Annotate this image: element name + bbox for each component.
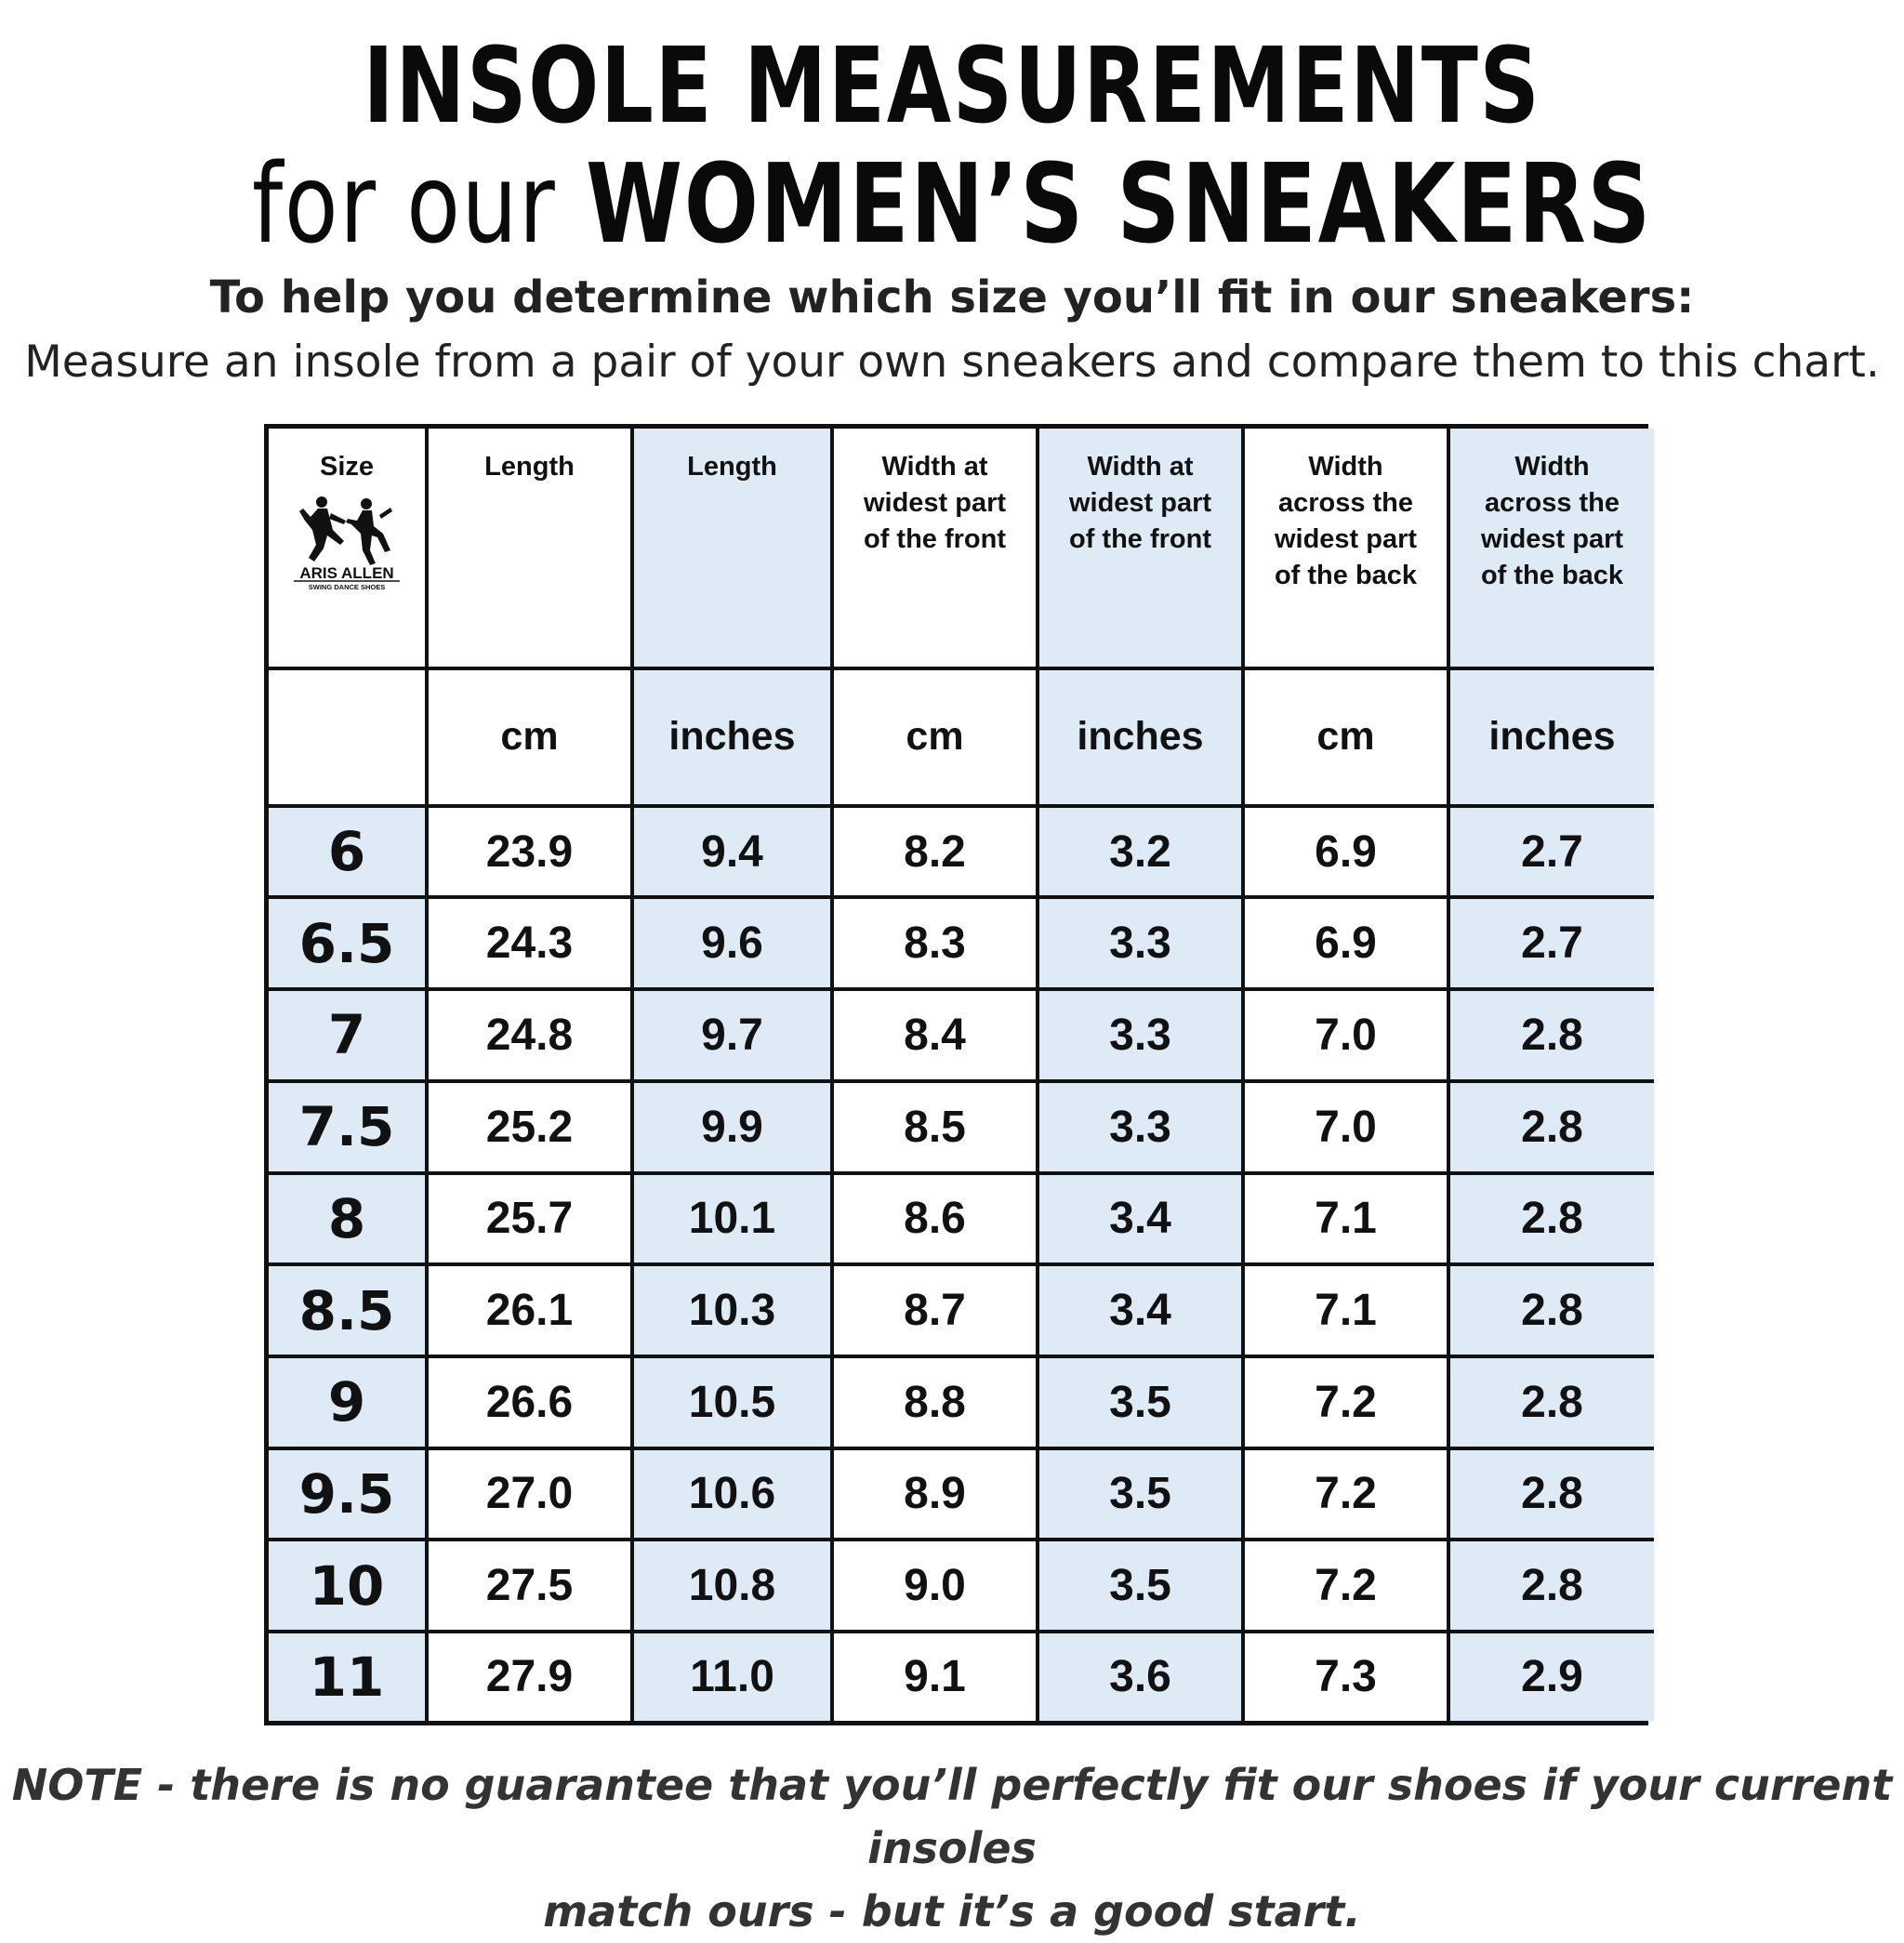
table-row bbox=[269, 1356, 1654, 1448]
cell-front-width-cm: 8.3 bbox=[832, 897, 1038, 989]
cell-length-cm: 27.5 bbox=[427, 1540, 632, 1632]
header-size-label: Size bbox=[319, 452, 375, 482]
cell-back-width-inches: 2.7 bbox=[1448, 806, 1654, 898]
page-title-line-2 bbox=[191, 139, 1713, 268]
cell-size: 11 bbox=[269, 1632, 427, 1721]
cell-back-width-cm: 7.1 bbox=[1243, 1173, 1448, 1265]
page-title-lead: for our bbox=[252, 139, 587, 268]
cell-back-width-cm: 7.2 bbox=[1243, 1448, 1448, 1540]
cell-front-width-cm: 8.2 bbox=[832, 806, 1038, 898]
cell-front-width-inches: 3.5 bbox=[1038, 1448, 1243, 1540]
cell-front-width-inches: 3.3 bbox=[1038, 989, 1243, 1081]
unit-back-width-cm: cm bbox=[1243, 668, 1448, 806]
subtitle: To help you determine which size you’ll fit in our sneakers: bbox=[209, 271, 1695, 324]
cell-front-width-cm: 8.6 bbox=[832, 1173, 1038, 1265]
cell-back-width-cm: 7.2 bbox=[1243, 1356, 1448, 1448]
cell-back-width-inches: 2.8 bbox=[1448, 1264, 1654, 1356]
cell-size: 8.5 bbox=[269, 1264, 427, 1356]
logo-tagline-text: SWING DANCE SHOES bbox=[308, 583, 386, 591]
table-row bbox=[269, 1081, 1654, 1173]
header-back-width-cm bbox=[1243, 429, 1448, 668]
table-row bbox=[269, 806, 1654, 898]
cell-front-width-cm: 9.0 bbox=[832, 1540, 1038, 1632]
cell-size: 9.5 bbox=[269, 1448, 427, 1540]
header-line: widest part bbox=[1480, 524, 1624, 554]
header-front-width-inches bbox=[1038, 429, 1243, 668]
cell-length-cm: 25.7 bbox=[427, 1173, 632, 1265]
unit-back-width-inches: inches bbox=[1448, 668, 1654, 806]
header-line: across the bbox=[1277, 488, 1414, 518]
header-line: Width bbox=[1308, 452, 1383, 482]
page-title-line-1: INSOLE MEASUREMENTS bbox=[363, 26, 1541, 147]
size-chart-table-frame bbox=[264, 424, 1648, 1725]
table-row bbox=[269, 897, 1654, 989]
cell-back-width-inches: 2.8 bbox=[1448, 1356, 1654, 1448]
cell-back-width-inches: 2.7 bbox=[1448, 897, 1654, 989]
cell-size: 8 bbox=[269, 1173, 427, 1265]
header-length-inches: Length bbox=[632, 429, 832, 668]
cell-size: 6.5 bbox=[269, 897, 427, 989]
cell-front-width-inches: 3.6 bbox=[1038, 1632, 1243, 1721]
cell-front-width-cm: 8.9 bbox=[832, 1448, 1038, 1540]
cell-front-width-inches: 3.5 bbox=[1038, 1356, 1243, 1448]
header-line: across the bbox=[1484, 488, 1620, 518]
cell-size: 10 bbox=[269, 1540, 427, 1632]
unit-front-width-cm: cm bbox=[832, 668, 1038, 806]
cell-length-inches: 10.3 bbox=[632, 1264, 832, 1356]
cell-length-cm: 24.3 bbox=[427, 897, 632, 989]
cell-size: 7 bbox=[269, 989, 427, 1081]
header-front-width-cm bbox=[832, 429, 1038, 668]
header-length-cm: Length bbox=[427, 429, 632, 668]
table-row bbox=[269, 1173, 1654, 1265]
cell-back-width-cm: 6.9 bbox=[1243, 806, 1448, 898]
header-line: of the front bbox=[863, 524, 1006, 554]
cell-back-width-inches: 2.8 bbox=[1448, 989, 1654, 1081]
aris-allen-logo bbox=[286, 493, 407, 595]
instruction-text: Measure an insole from a pair of your own sneakers and compare them to this chart. bbox=[24, 337, 1880, 388]
disclaimer-note bbox=[0, 1753, 1904, 1943]
cell-front-width-inches: 3.4 bbox=[1038, 1264, 1243, 1356]
cell-length-cm: 24.8 bbox=[427, 989, 632, 1081]
cell-front-width-cm: 9.1 bbox=[832, 1632, 1038, 1721]
cell-front-width-inches: 3.3 bbox=[1038, 1081, 1243, 1173]
cell-length-inches: 10.5 bbox=[632, 1356, 832, 1448]
header-back-width-inches bbox=[1448, 429, 1654, 668]
cell-front-width-inches: 3.5 bbox=[1038, 1540, 1243, 1632]
cell-back-width-cm: 7.0 bbox=[1243, 989, 1448, 1081]
size-chart-table bbox=[269, 429, 1654, 1721]
header-line: widest part bbox=[1068, 488, 1212, 518]
header-line: of the front bbox=[1068, 524, 1211, 554]
header-size bbox=[269, 429, 427, 668]
cell-back-width-cm: 6.9 bbox=[1243, 897, 1448, 989]
header-row bbox=[269, 429, 1654, 668]
cell-back-width-inches: 2.8 bbox=[1448, 1173, 1654, 1265]
cell-size: 6 bbox=[269, 806, 427, 898]
cell-length-cm: 27.9 bbox=[427, 1632, 632, 1721]
cell-front-width-inches: 3.4 bbox=[1038, 1173, 1243, 1265]
header-line: widest part bbox=[1274, 524, 1418, 554]
cell-back-width-inches: 2.8 bbox=[1448, 1540, 1654, 1632]
header-line: Width at bbox=[1087, 452, 1194, 482]
table-row bbox=[269, 1632, 1654, 1721]
unit-front-width-inches: inches bbox=[1038, 668, 1243, 806]
cell-front-width-cm: 8.7 bbox=[832, 1264, 1038, 1356]
cell-back-width-cm: 7.0 bbox=[1243, 1081, 1448, 1173]
cell-back-width-inches: 2.8 bbox=[1448, 1448, 1654, 1540]
unit-length-inches: inches bbox=[632, 668, 832, 806]
cell-length-inches: 9.9 bbox=[632, 1081, 832, 1173]
cell-length-inches: 10.1 bbox=[632, 1173, 832, 1265]
cell-length-inches: 9.4 bbox=[632, 806, 832, 898]
unit-size bbox=[269, 668, 427, 806]
header-line: widest part bbox=[863, 488, 1007, 518]
table-row bbox=[269, 1448, 1654, 1540]
cell-back-width-cm: 7.2 bbox=[1243, 1540, 1448, 1632]
note-line-1: NOTE - there is no guarantee that you’ll perfectly fit our shoes if your current insoles bbox=[11, 1760, 1893, 1873]
cell-length-cm: 26.6 bbox=[427, 1356, 632, 1448]
header-line: Width bbox=[1514, 452, 1590, 482]
header-line: of the back bbox=[1274, 561, 1418, 590]
cell-length-inches: 9.7 bbox=[632, 989, 832, 1081]
cell-back-width-cm: 7.1 bbox=[1243, 1264, 1448, 1356]
cell-length-cm: 23.9 bbox=[427, 806, 632, 898]
cell-front-width-inches: 3.3 bbox=[1038, 897, 1243, 989]
cell-length-cm: 26.1 bbox=[427, 1264, 632, 1356]
cell-back-width-inches: 2.8 bbox=[1448, 1081, 1654, 1173]
page-title-emphasis: WOMEN’S SNEAKERS bbox=[586, 139, 1652, 268]
cell-length-cm: 25.2 bbox=[427, 1081, 632, 1173]
cell-length-inches: 10.8 bbox=[632, 1540, 832, 1632]
cell-size: 7.5 bbox=[269, 1081, 427, 1173]
table-row bbox=[269, 1540, 1654, 1632]
cell-length-inches: 9.6 bbox=[632, 897, 832, 989]
cell-front-width-inches: 3.2 bbox=[1038, 806, 1243, 898]
table-row bbox=[269, 1264, 1654, 1356]
note-line-2: match ours - but it’s a good start. bbox=[543, 1886, 1361, 1936]
cell-size: 9 bbox=[269, 1356, 427, 1448]
cell-front-width-cm: 8.4 bbox=[832, 989, 1038, 1081]
unit-length-cm: cm bbox=[427, 668, 632, 806]
cell-length-inches: 11.0 bbox=[632, 1632, 832, 1721]
cell-length-inches: 10.6 bbox=[632, 1448, 832, 1540]
cell-front-width-cm: 8.8 bbox=[832, 1356, 1038, 1448]
unit-row bbox=[269, 668, 1654, 806]
header-line: of the back bbox=[1480, 561, 1624, 590]
header-line: Width at bbox=[881, 452, 988, 482]
cell-back-width-cm: 7.3 bbox=[1243, 1632, 1448, 1721]
cell-front-width-cm: 8.5 bbox=[832, 1081, 1038, 1173]
table-row bbox=[269, 989, 1654, 1081]
cell-length-cm: 27.0 bbox=[427, 1448, 632, 1540]
cell-back-width-inches: 2.9 bbox=[1448, 1632, 1654, 1721]
logo-brand-text: ARIS ALLEN bbox=[299, 564, 394, 582]
size-rows bbox=[269, 806, 1654, 1721]
